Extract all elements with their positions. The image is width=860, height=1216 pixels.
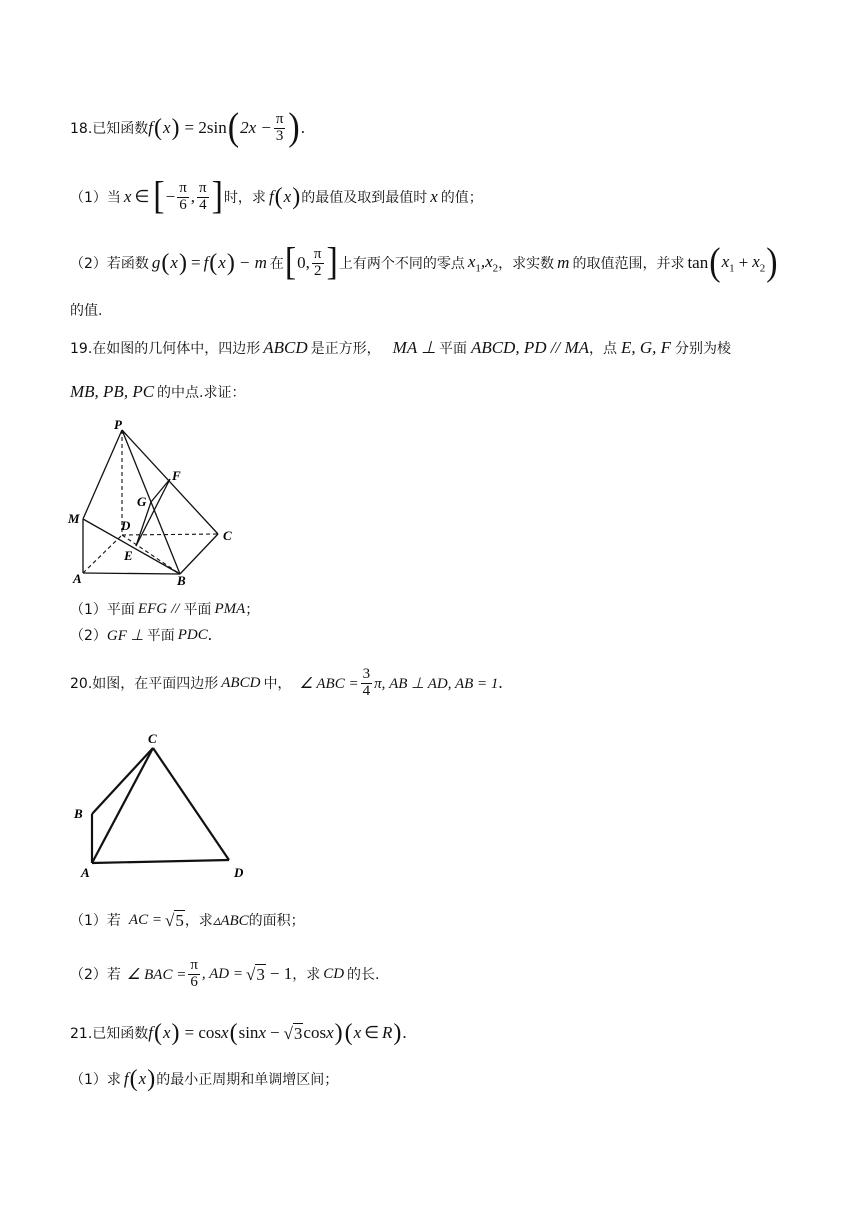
q19-label-d: D: [121, 518, 131, 533]
q19-label-f: F: [172, 468, 181, 483]
q19-label-p: P: [114, 417, 122, 432]
q19-part1: （1）平面 EFG // 平面 PMA ；: [70, 600, 260, 618]
q19-label-c: C: [223, 528, 232, 543]
q19-label-g: G: [137, 494, 147, 509]
q19-label-e: E: [124, 548, 133, 563]
q18-fraction: $\frac{\pi}{3}$: [275, 110, 284, 144]
q18-label: 18.已知函数: [70, 121, 149, 137]
q20-stem: 20.如图，在平面四边形 ABCD 中， ∠ ABC = $\frac{3}{4}$ π, AB ⊥ AD, AB = 1 .: [70, 665, 503, 699]
q21-part1: （1）求 f ( x ) 的最小正周期和单调增区间；: [70, 1066, 339, 1092]
q18-part2-cont: 的值.: [70, 303, 103, 319]
q18-part2: （2）若函数 g ( x ) = f ( x ) − m 在 [ 0, $\frac{\pi}{2}$ ] 上有两个不同的零点 $x_1,x_2$ ，求实数 m 的取值范围，并求 tan ( $x_1$ + $x_2$ ): [70, 241, 778, 284]
q19-label-m: M: [68, 511, 80, 526]
q20-label-b: B: [74, 806, 83, 821]
q19-stem-cont: MB, PB, PC 的中点.求证：: [70, 382, 246, 401]
q20-figure: [70, 728, 250, 883]
q19-label-b: B: [177, 573, 186, 588]
q20-label-a: A: [81, 865, 90, 880]
q20-label-d: D: [234, 865, 244, 880]
q19-figure: [60, 415, 250, 590]
q21-stem: 21.已知函数 f ( x ) = cos x ( sin x − √ 3 cos x ) ( x ∈ R ) .: [70, 1020, 407, 1046]
q18-part1: （1）当 x ∈ [ − $\frac{\pi}{6}$ , $\frac{\pi}{4}$ ] 时，求 f ( x ) 的最值及取到最值时 x 的值；: [70, 175, 483, 218]
q19-stem: 19.在如图的几何体中，四边形 ABCD 是正方形， MA ⊥ 平面 ABCD, PD // MA ，点 E, G, F 分别为棱: [70, 338, 732, 357]
q20-part2: （2）若 ∠ BAC = $\frac{\pi}{6}$ , AD = √ 3 − 1 ，求 CD 的长.: [70, 956, 380, 990]
q18-stem: 18.已知函数 f ( x ) = 2sin ( 2x − $\frac{\pi}{3}$ ) .: [70, 106, 305, 149]
q20-label-c: C: [148, 731, 157, 746]
q19-part2: （2） GF ⊥ 平面 PDC .: [70, 625, 212, 644]
q19-label-a: A: [73, 571, 82, 586]
q20-part1: （1）若 AC = √ 5 ，求 ▵ABC 的面积；: [70, 910, 305, 930]
